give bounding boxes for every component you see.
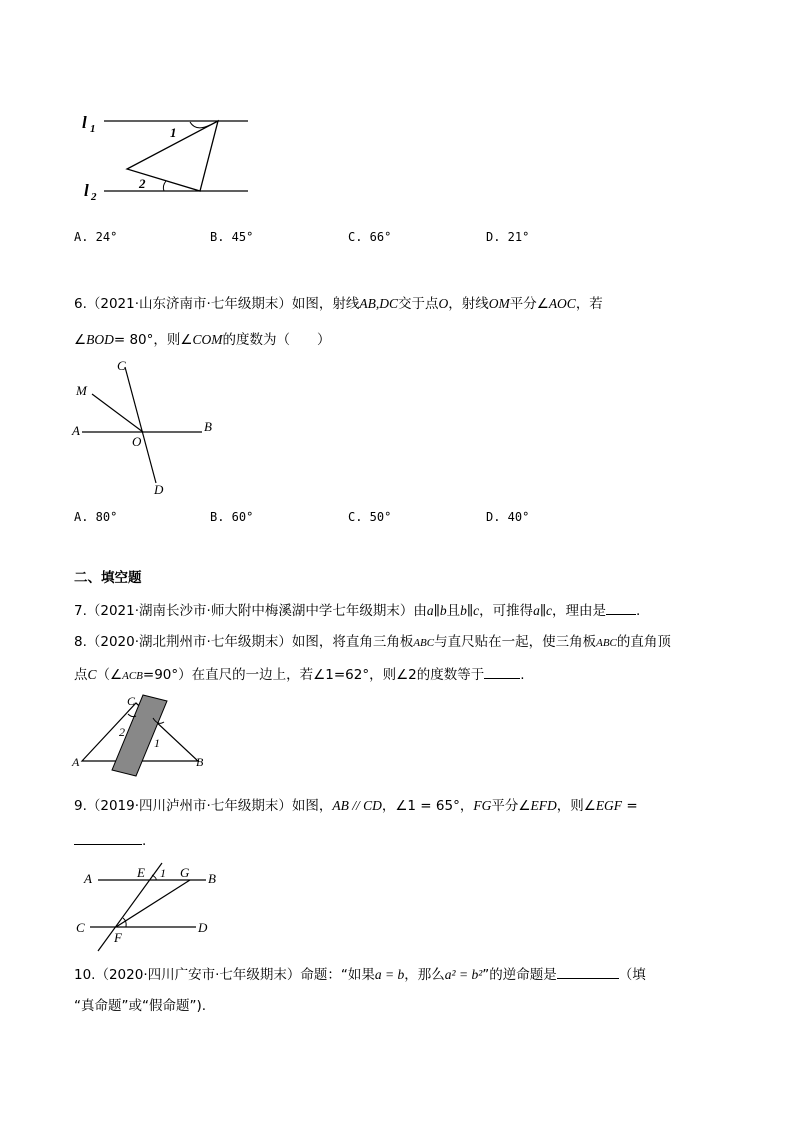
- q9-answer-blank[interactable]: [74, 830, 142, 845]
- q8-answer-blank[interactable]: [484, 664, 520, 679]
- label-e: E: [137, 865, 145, 880]
- label-b: B: [204, 419, 212, 434]
- q6-option-d: D. 40°: [486, 510, 530, 524]
- figure-parallel-lines-triangle: [78, 108, 258, 203]
- label-angle-2: 2: [139, 176, 146, 191]
- label-angle-1: 1: [170, 125, 177, 140]
- figure-rays-intersection: [70, 355, 220, 500]
- label-b: B: [208, 871, 216, 886]
- label-l2: l: [84, 181, 89, 200]
- q10-line2: “真命题”或“假命题”).: [74, 998, 207, 1014]
- q8-line2: 点C（∠ACB=90°）在直尺的一边上，若∠1=62°，则∠2的度数等于 .: [74, 664, 525, 686]
- q10-line1: 10.（2020·四川广安市·七年级期末）命题：“如果a = b，那么a² = b²”的逆命题是 （填: [74, 964, 646, 985]
- angle-arc-2: [163, 181, 166, 191]
- q7-text: 7.（2021·湖南长沙市·师大附中梅溪湖中学七年级期末）由a∥b且b∥c，可推得a∥c，理由是 .: [74, 600, 640, 621]
- q6-option-a: A. 80°: [74, 510, 118, 524]
- q9-line2: .: [74, 830, 146, 851]
- section-heading-fill-in: 二、填空题: [74, 570, 142, 586]
- label-f: F: [114, 930, 122, 945]
- label-a: A: [72, 423, 80, 438]
- q9-line1: 9.（2019·四川泸州市·七年级期末）如图，AB // CD，∠1 = 65°，FG平分∠EFD，则∠EGF =: [74, 798, 638, 814]
- figure-parallel-ab-cd: [70, 858, 230, 953]
- angle-arc-1: [152, 875, 156, 880]
- label-angle-1: 1: [154, 736, 160, 750]
- ray-cd: [125, 367, 156, 483]
- q5-option-d: D. 21°: [486, 230, 530, 244]
- label-g: G: [180, 865, 190, 880]
- bisector-fg: [116, 880, 190, 927]
- label-l1: l: [82, 113, 87, 132]
- q6-line2: ∠BOD= 80°，则∠COM的度数为（ ）: [74, 332, 331, 348]
- label-m: M: [76, 383, 87, 398]
- label-o: O: [132, 434, 142, 449]
- label-a: A: [72, 755, 80, 769]
- q10-answer-blank[interactable]: [557, 964, 619, 979]
- q5-option-a: A. 24°: [74, 230, 118, 244]
- figure-triangle-ruler: [70, 690, 220, 780]
- ray-om: [92, 394, 143, 432]
- q7-answer-blank[interactable]: [606, 600, 636, 615]
- transversal-ef: [98, 863, 162, 951]
- label-l2-sub: 2: [91, 191, 97, 203]
- label-1: 1: [160, 866, 166, 880]
- label-b: B: [196, 755, 204, 769]
- label-c: C: [76, 920, 85, 935]
- q5-option-c: C. 66°: [348, 230, 392, 244]
- q8-line1: 8.（2020·湖北荆州市·七年级期末）如图，将直角三角板ABC与直尺贴在一起，使三角板ABC的直角顶: [74, 634, 671, 650]
- label-a: A: [84, 871, 92, 886]
- q5-option-b: B. 45°: [210, 230, 254, 244]
- label-d: D: [198, 920, 208, 935]
- label-c: C: [117, 358, 126, 373]
- q6-option-c: C. 50°: [348, 510, 392, 524]
- q6-option-b: B. 60°: [210, 510, 254, 524]
- label-angle-2: 2: [119, 725, 125, 739]
- label-c: C: [127, 694, 136, 708]
- label-d: D: [154, 482, 164, 497]
- label-l1-sub: 1: [90, 123, 96, 135]
- q6-line1: 6.（2021·山东济南市·七年级期末）如图，射线AB,DC交于点O，射线OM平分∠AOC，若: [74, 296, 603, 312]
